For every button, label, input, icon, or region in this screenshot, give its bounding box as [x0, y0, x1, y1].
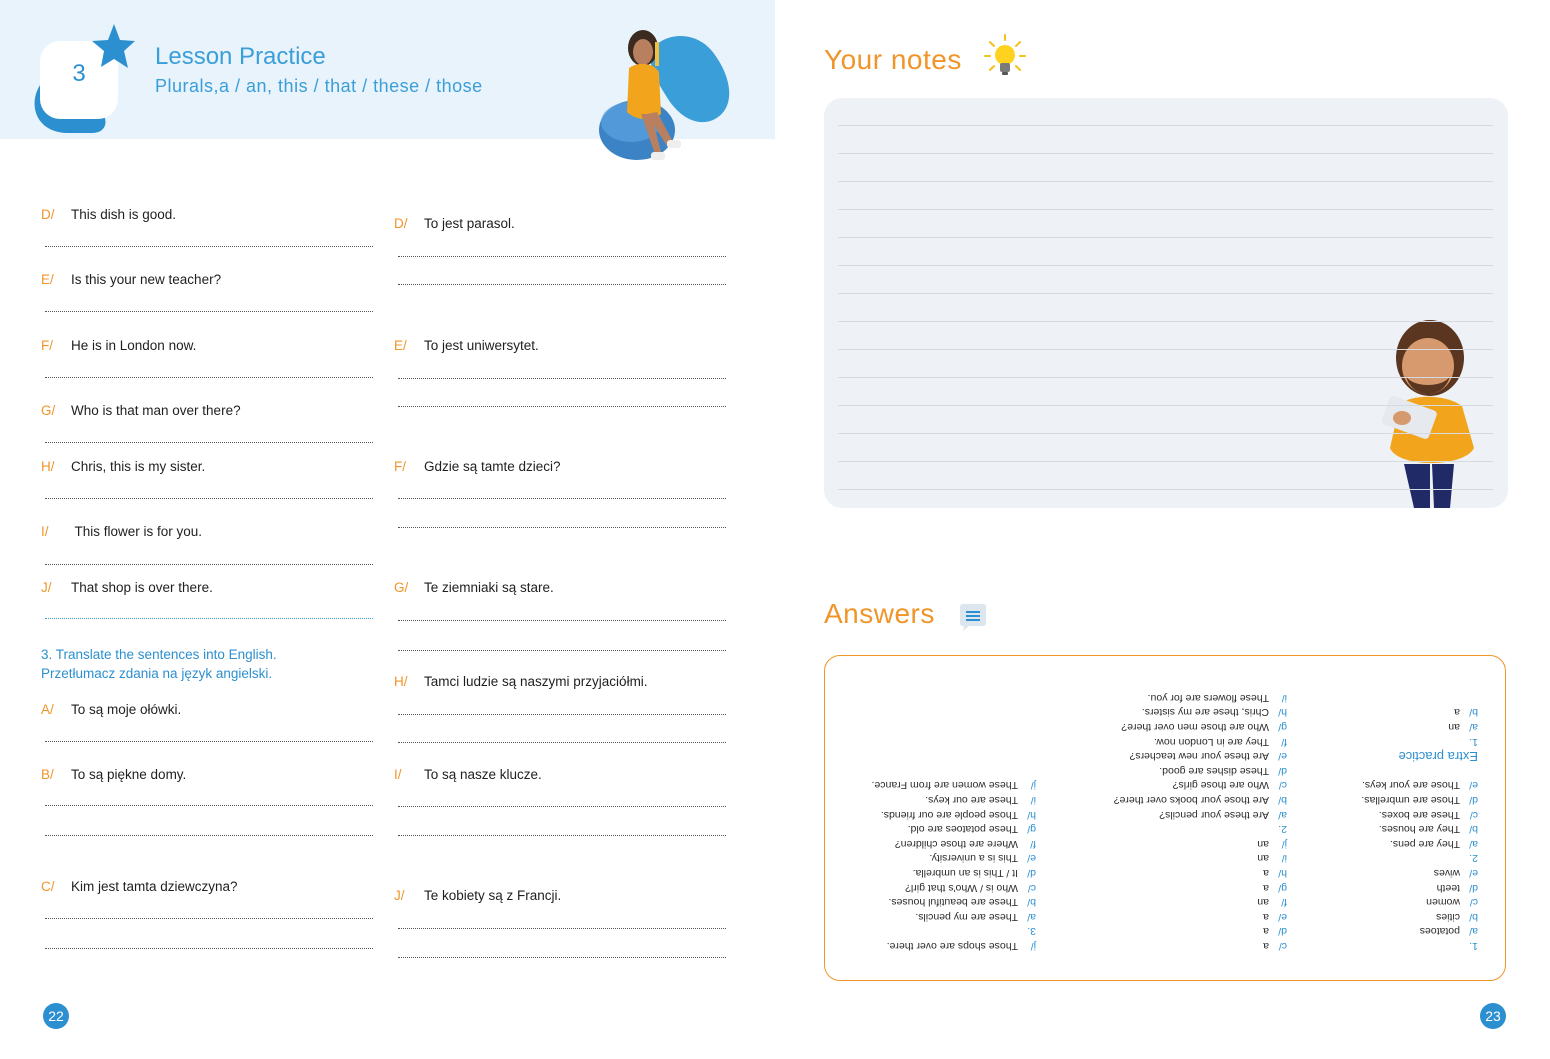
answer-row: [1257, 851, 1287, 866]
answer-row: [1361, 792, 1478, 807]
notes-line: [838, 349, 1493, 350]
answer-letter: d/: [1278, 764, 1287, 777]
item-text: Chris, this is my sister.: [71, 459, 206, 474]
answer-text: a: [1454, 706, 1460, 719]
answer-letter: j/: [1030, 940, 1036, 952]
answer-text: It / This is an umbrella.: [912, 867, 1018, 879]
item-letter: H/: [41, 459, 55, 474]
answer-row: [1454, 705, 1478, 720]
translation-item: [41, 767, 186, 782]
answer-row: [1173, 778, 1287, 793]
notes-line: [838, 265, 1493, 266]
lightbulb-icon: [983, 33, 1027, 79]
answer-line[interactable]: [398, 806, 726, 807]
translation-item: [41, 879, 238, 894]
answer-letter: d/: [1469, 881, 1478, 894]
item-text: This dish is good.: [71, 207, 177, 222]
answer-text: a: [1263, 925, 1269, 938]
answer-line[interactable]: [45, 948, 373, 949]
answer-text: Those are your keys.: [1361, 779, 1460, 792]
exercise-item: [41, 207, 176, 222]
lesson-number: 3: [72, 60, 86, 87]
answer-letter: d/: [1278, 925, 1287, 938]
item-text: Is this your new teacher?: [71, 272, 222, 287]
answer-row: [1257, 895, 1287, 910]
item-text: Gdzie są tamte dzieci?: [424, 459, 561, 474]
answer-letter: j/: [1281, 837, 1287, 850]
answer-letter: h/: [1027, 808, 1036, 821]
answer-letter: d/: [1027, 867, 1036, 879]
answer-letter: e/: [1278, 910, 1287, 923]
answer-letter: e/: [1027, 852, 1036, 865]
item-text: Who is that man over there?: [71, 403, 241, 418]
answer-letter: d/: [1469, 794, 1478, 806]
answer-text: These flowers are for you.: [1147, 691, 1269, 704]
answer-text: a: [1263, 910, 1269, 923]
answer-text: Extra practice: [1398, 749, 1478, 765]
item-text: Tamci ludzie są naszymi przyjaciółmi.: [424, 674, 648, 689]
item-text: To jest parasol.: [424, 216, 515, 231]
answer-row: [1437, 880, 1478, 895]
answer-line[interactable]: [45, 741, 373, 742]
item-text: Te kobiety są z Francji.: [424, 888, 562, 903]
answer-row: [1148, 690, 1287, 705]
answer-row: [888, 895, 1036, 910]
answer-letter: a/: [1027, 910, 1036, 923]
answer-letter: g/: [1278, 721, 1287, 733]
translation-item: [394, 338, 539, 353]
answer-letter: c/: [1469, 808, 1478, 821]
answer-row: [1426, 895, 1478, 910]
answer-line[interactable]: [45, 618, 373, 619]
item-text: Kim jest tamta dziewczyna?: [71, 879, 238, 894]
answer-row: [1436, 909, 1478, 924]
answer-row: [1420, 924, 1478, 939]
exercise-item: [41, 338, 196, 353]
translation-item: [394, 216, 515, 231]
item-letter: G/: [394, 580, 409, 595]
answer-letter: g/: [1027, 823, 1036, 836]
girl-on-pouf-illustration: [595, 22, 740, 170]
item-text: He is in London now.: [71, 338, 197, 353]
answer-row: [1278, 822, 1287, 837]
item-text: To są piękne domy.: [71, 767, 187, 782]
answer-text: a: [1263, 940, 1269, 952]
answer-line[interactable]: [45, 564, 373, 565]
answer-line[interactable]: [45, 835, 373, 836]
notes-line: [838, 153, 1493, 154]
lesson-title: Lesson Practice: [155, 43, 326, 70]
answer-row: [1469, 734, 1478, 749]
item-letter: I/: [41, 524, 49, 539]
answer-letter: b/: [1469, 823, 1478, 836]
item-letter: D/: [41, 207, 55, 222]
answer-line[interactable]: [398, 714, 726, 715]
answer-row: [913, 865, 1036, 880]
answer-line[interactable]: [398, 406, 726, 407]
answer-letter: i/: [1281, 691, 1287, 704]
answer-row: [1390, 836, 1478, 851]
answer-text: potatoes: [1419, 925, 1460, 938]
item-text: Te ziemniaki są stare.: [424, 580, 554, 595]
notes-line: [838, 209, 1493, 210]
answer-row: [881, 807, 1036, 822]
answer-text: Who are those girls?: [1172, 779, 1269, 792]
item-letter: J/: [41, 580, 52, 595]
answer-line[interactable]: [398, 256, 726, 257]
answer-line[interactable]: [398, 928, 726, 929]
answer-letter: b/: [1278, 794, 1287, 806]
exercise-item: [41, 459, 205, 474]
answer-row: [1027, 924, 1036, 939]
answer-line[interactable]: [398, 498, 726, 499]
answer-row: [1142, 705, 1287, 720]
answer-letter: c/: [1469, 896, 1478, 909]
translation-item: [394, 459, 561, 474]
notes-line: [838, 377, 1493, 378]
answer-text: They are pens.: [1389, 837, 1460, 850]
answer-row: [1159, 807, 1287, 822]
item-text: To są moje ołówki.: [71, 702, 182, 717]
answer-line[interactable]: [398, 957, 726, 958]
answer-row: [905, 880, 1036, 895]
answer-letter: e/: [1469, 867, 1478, 879]
answer-text: These women are from France.: [871, 779, 1018, 792]
answer-text: These are our keys.: [925, 794, 1018, 806]
answer-line[interactable]: [45, 311, 373, 312]
answer-row: [1257, 836, 1287, 851]
answer-line[interactable]: [398, 620, 726, 621]
answer-letter: a/: [1469, 721, 1478, 733]
answer-line[interactable]: [45, 442, 373, 443]
answer-letter: c/: [1278, 940, 1287, 952]
page-number-right: 23: [1480, 1003, 1506, 1029]
lesson-subtitle: Plurals,a / an, this / that / these / those: [155, 76, 483, 96]
notes-line: [838, 237, 1493, 238]
item-letter: D/: [394, 216, 408, 231]
translation-item: [394, 767, 542, 782]
answer-letter: b/: [1027, 896, 1036, 909]
answer-text: Are these your pencils?: [1159, 808, 1269, 821]
answer-text: a: [1263, 867, 1269, 879]
answer-row: [1469, 938, 1478, 953]
answer-text: 3.: [1027, 925, 1036, 938]
answer-letter: f/: [1030, 837, 1036, 850]
answer-row: [1362, 778, 1478, 793]
notes-line: [838, 405, 1493, 406]
answer-letter: j/: [1030, 779, 1036, 792]
answer-row: [1379, 807, 1478, 822]
answer-letter: a/: [1469, 925, 1478, 938]
item-letter: E/: [394, 338, 407, 353]
item-text: To jest uniwersytet.: [424, 338, 539, 353]
answer-text: teeth: [1436, 881, 1460, 894]
answer-row: [1263, 909, 1287, 924]
translation-item: [394, 888, 561, 903]
exercise-item: [41, 272, 221, 287]
notes-line: [838, 321, 1493, 322]
answer-row: [1263, 880, 1287, 895]
answer-letter: a/: [1469, 837, 1478, 850]
exercise-item: [41, 580, 213, 595]
answer-row: [872, 778, 1036, 793]
answer-text: These dishes are good.: [1159, 764, 1269, 777]
notes-line: [838, 181, 1493, 182]
answer-text: These are beautiful houses.: [888, 896, 1018, 909]
answer-text: 1.: [1469, 940, 1478, 952]
answer-row: [1399, 749, 1478, 764]
answer-text: Who are those men over there?: [1121, 721, 1269, 733]
notes-line: [838, 461, 1493, 462]
answer-text: 2.: [1278, 823, 1287, 836]
item-letter: F/: [394, 459, 406, 474]
answer-line[interactable]: [398, 527, 726, 528]
answer-line[interactable]: [45, 918, 373, 919]
answer-letter: e/: [1469, 779, 1478, 792]
answer-row: [895, 836, 1036, 851]
answer-text: Those are umbrellas.: [1361, 794, 1460, 806]
answer-line[interactable]: [398, 284, 726, 285]
answer-row: [930, 851, 1037, 866]
answer-text: a: [1263, 881, 1269, 894]
answer-text: Chris, these are my sisters.: [1141, 706, 1269, 719]
item-text: This flower is for you.: [71, 524, 203, 539]
answer-text: Where are those children?: [894, 837, 1018, 850]
answer-letter: h/: [1278, 706, 1287, 719]
answer-letter: e/: [1278, 750, 1287, 763]
answer-row: [1263, 924, 1287, 939]
item-letter: B/: [41, 767, 54, 782]
answer-text: Are these your new teachers?: [1129, 750, 1269, 763]
item-letter: G/: [41, 403, 56, 418]
answer-line[interactable]: [398, 835, 726, 836]
answer-text: an: [1448, 721, 1460, 733]
answer-row: [1159, 763, 1287, 778]
answer-text: women: [1426, 896, 1460, 909]
item-letter: H/: [394, 674, 408, 689]
answer-text: Are those your books over there?: [1113, 794, 1269, 806]
exercise-item: [41, 524, 202, 539]
exercise3-instruction-en: 3. Translate the sentences into English.: [41, 647, 277, 662]
answer-text: These are my pencils.: [915, 910, 1018, 923]
exercise-item: [41, 403, 241, 418]
translation-item: [41, 702, 181, 717]
answer-text: These potatoes are old.: [907, 823, 1018, 836]
answer-text: 1.: [1469, 735, 1478, 748]
answer-letter: i/: [1281, 852, 1287, 865]
answer-row: [1448, 719, 1478, 734]
notes-line: [838, 125, 1493, 126]
answer-letter: c/: [1278, 779, 1287, 792]
notes-line: [838, 489, 1493, 490]
answer-row: [1154, 734, 1287, 749]
answer-row: [925, 792, 1036, 807]
answer-text: an: [1257, 896, 1269, 909]
answer-row: [1263, 938, 1287, 953]
answer-line[interactable]: [398, 742, 726, 743]
answer-text: This is a university.: [929, 852, 1018, 865]
item-text: That shop is over there.: [71, 580, 213, 595]
answer-line[interactable]: [398, 378, 726, 379]
answer-letter: a/: [1278, 808, 1287, 821]
answer-letter: f/: [1281, 735, 1287, 748]
item-letter: F/: [41, 338, 53, 353]
answer-row: [1263, 865, 1287, 880]
answer-row: [1121, 719, 1287, 734]
answer-letter: i/: [1030, 794, 1036, 806]
answer-row: [1379, 822, 1478, 837]
answer-letter: b/: [1469, 706, 1478, 719]
page-number-left: 22: [43, 1003, 69, 1029]
translation-item: [394, 674, 648, 689]
answer-row: [1434, 865, 1478, 880]
item-letter: E/: [41, 272, 54, 287]
answer-row: [1130, 749, 1288, 764]
translation-item: [394, 580, 554, 595]
item-letter: J/: [394, 888, 405, 903]
item-letter: I/: [394, 767, 402, 782]
exercise3-instruction-pl: Przetłumacz zdania na język angielski.: [41, 666, 273, 681]
answer-text: cities: [1436, 910, 1460, 923]
answer-row: [1114, 792, 1287, 807]
answer-text: an: [1257, 852, 1269, 865]
answer-line[interactable]: [45, 805, 373, 806]
answer-letter: c/: [1027, 881, 1036, 894]
answer-text: These are boxes.: [1378, 808, 1460, 821]
answer-letter: h/: [1278, 867, 1287, 879]
man-with-tablet-illustration: [1378, 318, 1482, 510]
answer-row: [1469, 851, 1478, 866]
answer-text: They are houses.: [1378, 823, 1460, 836]
speech-bubble-icon: [957, 603, 989, 633]
answer-text: Those shops are over there.: [886, 940, 1018, 952]
answer-row: [887, 938, 1036, 953]
answers-title: Answers: [824, 598, 935, 629]
item-letter: A/: [41, 702, 54, 717]
answer-text: They are in London now.: [1154, 735, 1269, 748]
answer-text: wives: [1433, 867, 1460, 879]
answer-letter: f/: [1281, 896, 1287, 909]
answer-line[interactable]: [45, 498, 373, 499]
answer-line[interactable]: [45, 377, 373, 378]
answer-text: Those people are our friends.: [880, 808, 1018, 821]
answer-line[interactable]: [45, 246, 373, 247]
answer-letter: b/: [1469, 910, 1478, 923]
answer-text: Who is / Who's that girl?: [905, 881, 1018, 894]
answer-letter: g/: [1278, 881, 1287, 894]
item-letter: C/: [41, 879, 55, 894]
answer-row: [915, 909, 1036, 924]
answer-text: an: [1257, 837, 1269, 850]
item-text: To są nasze klucze.: [424, 767, 542, 782]
answer-line[interactable]: [398, 650, 726, 651]
notes-line: [838, 433, 1493, 434]
notes-line: [838, 293, 1493, 294]
answer-row: [908, 822, 1036, 837]
notes-title: Your notes: [824, 44, 962, 75]
answer-text: 2.: [1469, 852, 1478, 865]
